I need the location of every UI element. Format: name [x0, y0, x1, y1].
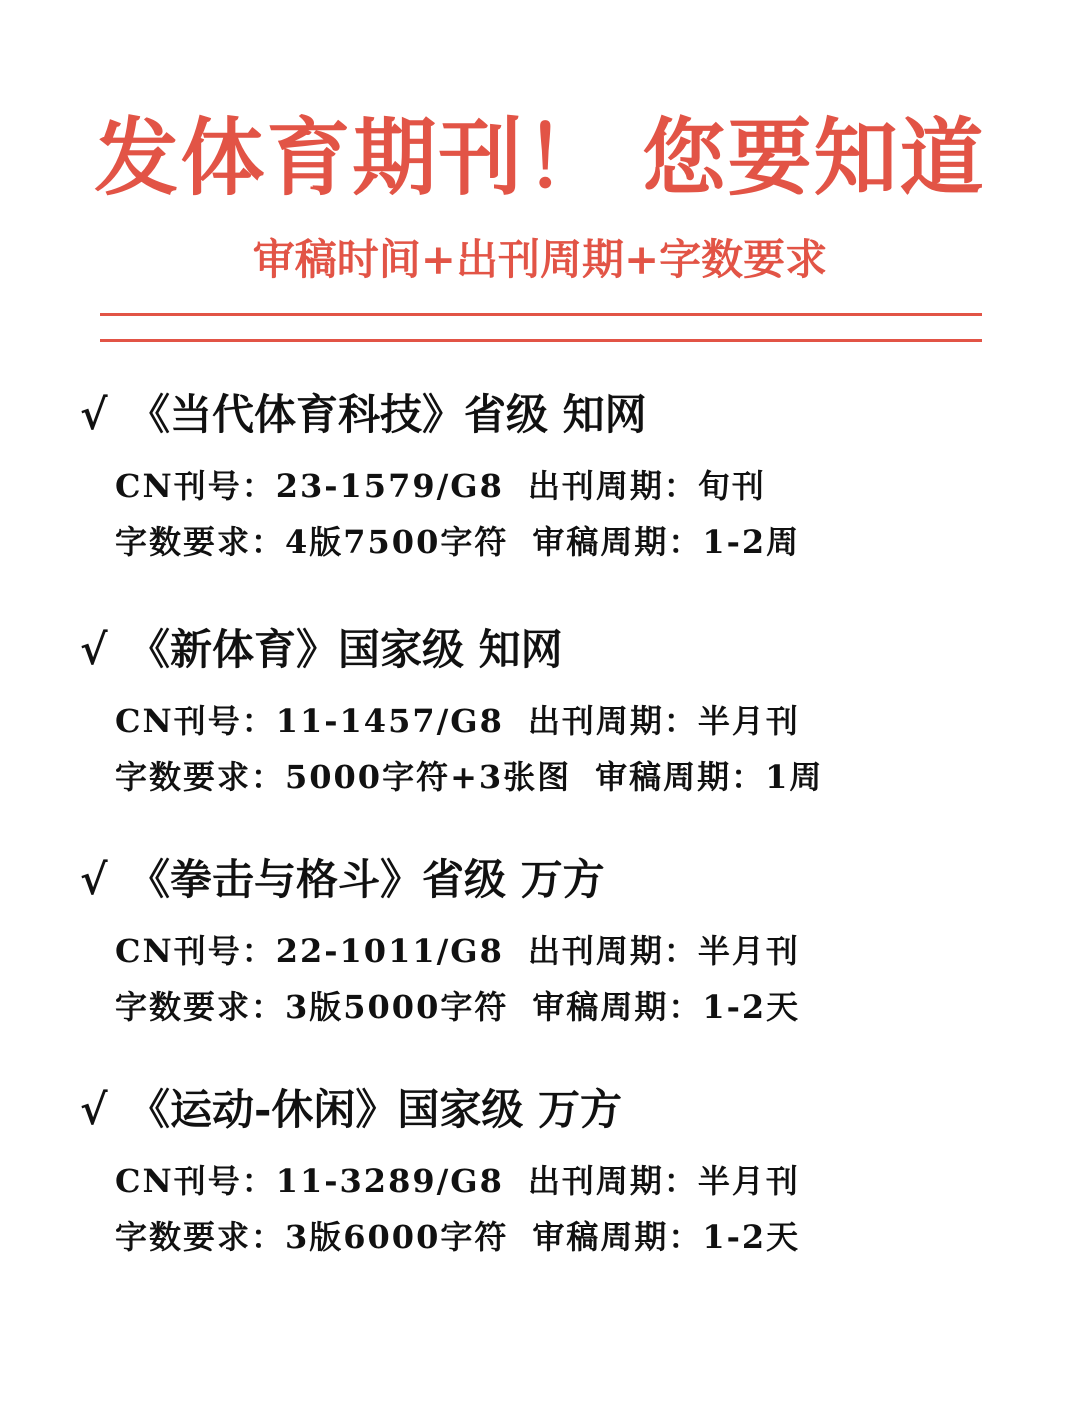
checkmark-icon: √ — [80, 625, 108, 674]
journal-heading-row — [80, 1080, 1040, 1140]
publication-cycle: 出刊周期：旬刊 — [527, 467, 766, 505]
review-cycle: 审稿周期：1-2周 — [532, 523, 801, 561]
journal-entry — [80, 620, 1040, 800]
publication-cycle: 出刊周期：半月刊 — [527, 702, 800, 740]
review-cycle: 审稿周期：1-2天 — [532, 988, 801, 1026]
journal-heading-row — [80, 385, 1040, 445]
journal-heading-row — [80, 850, 1040, 910]
journal-heading-row — [80, 620, 1040, 680]
checkmark-icon: √ — [80, 1085, 108, 1134]
journal-entry — [80, 850, 1040, 1030]
page-subtitle: 审稿时间+出刊周期+字数要求 — [252, 235, 828, 284]
journal-cn-line — [115, 463, 1040, 509]
journal-words-line — [115, 984, 1040, 1030]
publication-cycle: 出刊周期：半月刊 — [527, 932, 800, 970]
divider-bottom — [100, 339, 982, 342]
publication-cycle: 出刊周期：半月刊 — [527, 1162, 800, 1200]
journal-cn-line — [115, 1158, 1040, 1204]
review-cycle: 审稿周期：1-2天 — [532, 1218, 801, 1256]
journal-cn-line — [115, 928, 1040, 974]
journal-entry — [80, 1080, 1040, 1260]
checkmark-icon: √ — [80, 855, 108, 904]
word-requirement: 字数要求：3版6000字符 — [115, 1218, 509, 1256]
checkmark-icon: √ — [80, 390, 108, 439]
review-cycle: 审稿周期：1周 — [595, 758, 824, 796]
cn-number: CN刊号：11-1457/G8 — [115, 702, 504, 740]
cn-number: CN刊号：22-1011/G8 — [115, 932, 504, 970]
journal-heading: 《运动-休闲》国家级 万方 — [128, 1085, 623, 1134]
journal-entry — [80, 385, 1040, 565]
journal-words-line — [115, 519, 1040, 565]
word-requirement: 字数要求：5000字符+3张图 — [115, 758, 572, 796]
journal-heading: 《当代体育科技》省级 知网 — [128, 390, 647, 439]
word-requirement: 字数要求：3版5000字符 — [115, 988, 509, 1026]
divider-top — [100, 313, 982, 316]
journal-heading: 《新体育》国家级 知网 — [128, 625, 563, 674]
cn-number: CN刊号：11-3289/G8 — [115, 1162, 504, 1200]
journal-heading: 《拳击与格斗》省级 万方 — [128, 855, 605, 904]
page-title: 发体育期刊！ 您要知道 — [94, 108, 986, 207]
journal-words-line — [115, 754, 1040, 800]
cn-number: CN刊号：23-1579/G8 — [115, 467, 504, 505]
journal-cn-line — [115, 698, 1040, 744]
word-requirement: 字数要求：4版7500字符 — [115, 523, 509, 561]
journal-words-line — [115, 1214, 1040, 1260]
